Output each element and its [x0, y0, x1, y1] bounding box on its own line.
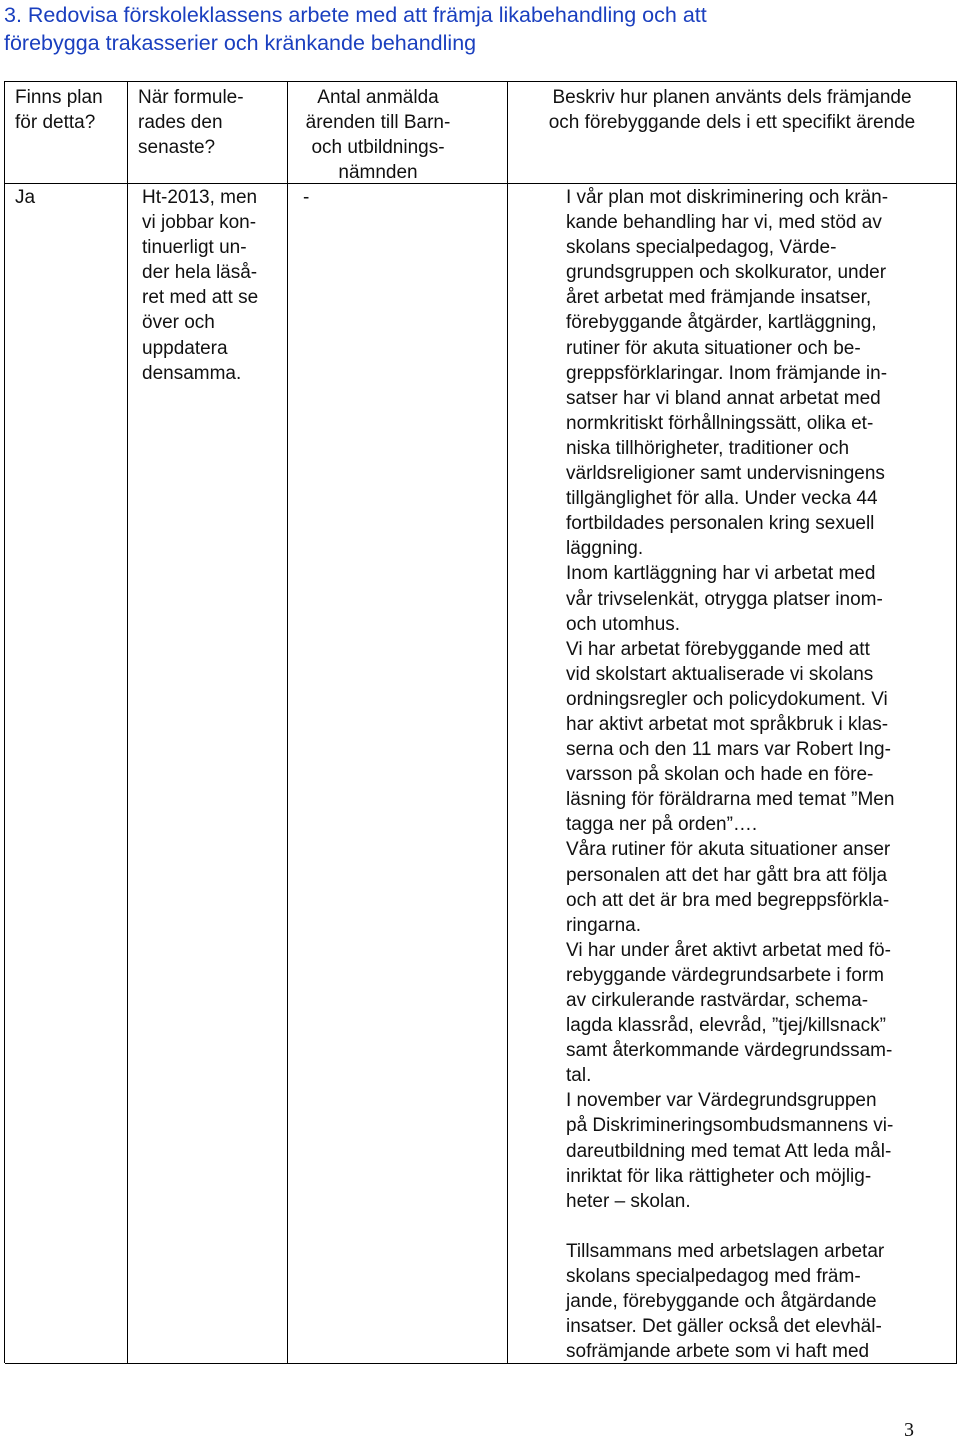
column-divider	[956, 82, 957, 1363]
report-table	[4, 81, 957, 1363]
cell-describe-main: I vår plan mot diskriminering och krän- kande behandling har vi, med stöd av skolans specialpedagog, Värde- grundsgruppen och skolkurator, under året arbetat med främjande insatser, förebyggande åtgärder, kartläggning, rutiner för akuta situationer och be- greppsförklaringar. Inom främjande in- satser har vi bland annat arbetat med normkritiskt förhållningssätt, olika et- niska tillhörigheter, traditioner och världsreligioner samt undervisningens tillgänglighet för alla. Under vecka 44 fortbildades personalen kring sexuell läggning. Inom kartläggning har vi arbetat med vår trivselenkät, otrygga platser inom- och utomhus. Vi har arbetat förebyggande med att vid skolstart aktualiserade vi skolans ordningsregler och policydokument. Vi har aktivt arbetat mot språkbruk i klas- serna och den 11 mars var Robert Ing- varsson på skolan och hade en före- läsning för föräldrarna med temat ”Men tagga ner på orden”…. Våra rutiner för akuta situationer anser personalen att det har gått bra att följa och att det är bra med begreppsförkla- ringarna. Vi har under året aktivt arbetat med fö- rebyggande värdegrundsarbete i form av cirkulerande rastvärdar, schema- lagda klassråd, elevråd, ”tjej/killsnack” samt återkommande värdegrundssam- tal. I november var Värdegrundsgruppen på Diskrimineringsombudsmannens vi- dareutbildning med temat Att leda mål- inriktat för lika rättigheter och möjlig- heter – skolan.	[566, 187, 895, 1212]
section-heading	[4, 1, 954, 57]
header-formulated: När formule- rades den senaste?	[138, 87, 244, 159]
column-divider	[507, 82, 508, 1363]
column-divider	[127, 82, 128, 1363]
column-divider	[287, 82, 288, 1363]
section-heading-line-1: 3. Redovisa förskoleklassens arbete med att främja likabehandling och att	[4, 3, 707, 27]
header-plan: Finns plan för detta?	[15, 87, 103, 134]
cell-reports-answer: -	[303, 187, 310, 208]
cell-formulated-answer: Ht-2013, men vi jobbar kon- tinuerligt un- der hela läså- ret med att se över och uppdatera densamma.	[142, 187, 259, 384]
page-number: 3	[904, 1419, 914, 1441]
cell-describe-continued: Tillsammans med arbetslagen arbetar skolans specialpedagog med främ- jande, förebyggande och åtgärdande insatser. Det gäller också det elevhäl- sofrämjande arbete som vi haft med	[566, 1241, 885, 1363]
section-heading-line-2: förebygga trakasserier och kränkande behandling	[4, 31, 477, 55]
header-row-divider	[5, 183, 957, 184]
cell-plan-answer: Ja	[15, 187, 36, 208]
header-describe: Beskriv hur planen använts dels främjande och förebyggande dels i ett specifikt ärende	[548, 87, 916, 134]
header-reports: Antal anmälda ärenden till Barn- och utbildnings- nämnden	[305, 87, 451, 184]
